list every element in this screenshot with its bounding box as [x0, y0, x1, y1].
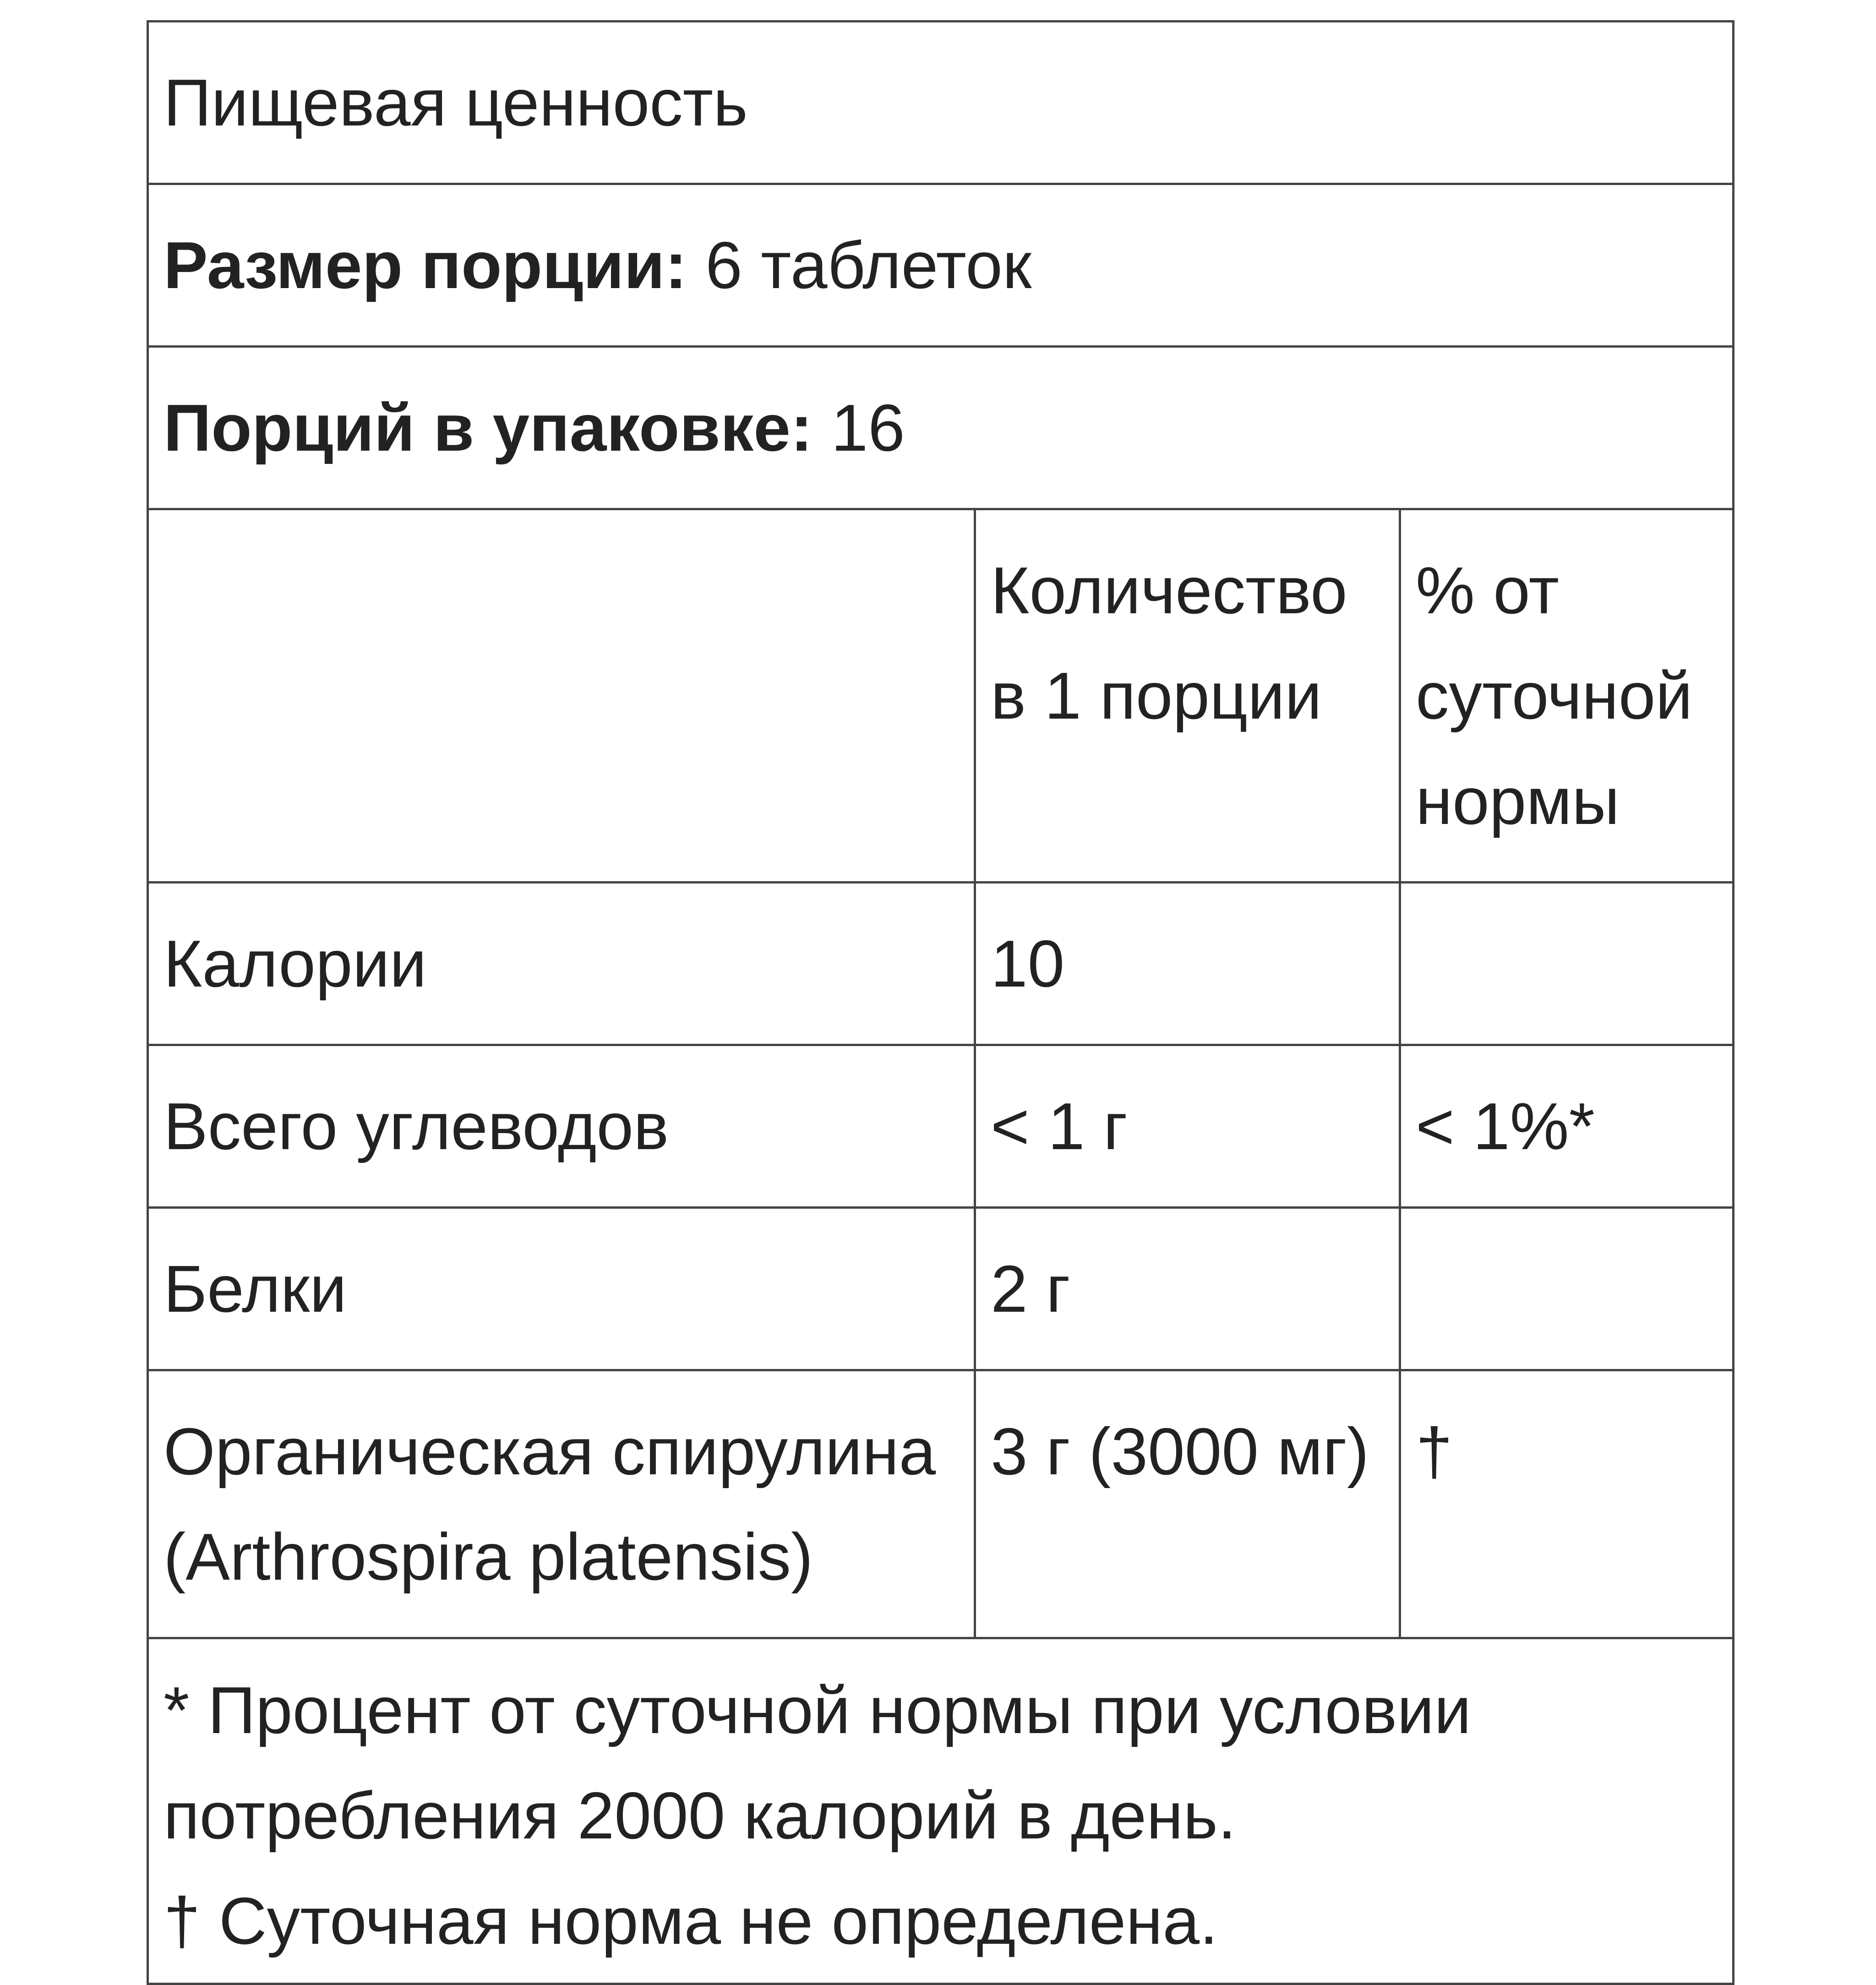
nutrient-amount: 2 г [975, 1208, 1400, 1370]
dv-header-line2: суточной [1416, 659, 1693, 733]
nutrient-amount: 3 г (3000 мг) [975, 1370, 1400, 1638]
nutrient-amount: < 1 г [975, 1045, 1400, 1208]
table-row [148, 1045, 1734, 1208]
dv-header-line3: нормы [1416, 764, 1620, 838]
serving-size-label: Размер порции: [164, 228, 687, 302]
nutrient-daily-value [1400, 883, 1734, 1045]
table-row [148, 1208, 1734, 1370]
table-title: Пищевая ценность [148, 22, 1734, 184]
servings-per-container-label: Порций в упаковке: [164, 391, 813, 465]
empty-header-cell [148, 509, 975, 883]
footnotes [148, 1638, 1734, 1984]
nutrient-amount: 10 [975, 883, 1400, 1045]
serving-size [148, 184, 1734, 347]
nutrient-daily-value: < 1%* [1400, 1045, 1734, 1208]
nutrient-daily-value [1400, 1208, 1734, 1370]
nutrient-name: Органическая спирулина (Arthrospira platensis) [148, 1370, 975, 1638]
servings-per-container [148, 347, 1734, 509]
amount-header-line2: в 1 порции [991, 659, 1322, 733]
servings-per-container-row [148, 347, 1734, 509]
nutrient-name: Всего углеводов [148, 1045, 975, 1208]
nutrient-name: Белки [148, 1208, 975, 1370]
column-header-row [148, 509, 1734, 883]
amount-header-line1: Количество [991, 553, 1347, 627]
servings-per-container-value: 16 [831, 391, 905, 465]
amount-per-serving-header [975, 509, 1400, 883]
dv-header-line1: % от [1416, 553, 1560, 627]
serving-size-row [148, 184, 1734, 347]
serving-size-value: 6 таблеток [705, 228, 1032, 302]
nutrient-name: Калории [148, 883, 975, 1045]
footnotes-row [148, 1638, 1734, 1984]
daily-value-header [1400, 509, 1734, 883]
table-row [148, 1370, 1734, 1638]
nutrient-daily-value: † [1400, 1370, 1734, 1638]
daily-value-footnote: * Процент от суточной нормы при условии потребления 2000 калорий в день. [164, 1673, 1472, 1853]
nutrition-facts-table [147, 20, 1734, 1985]
title-row [148, 22, 1734, 184]
not-established-footnote: † Суточная норма не определена. [164, 1884, 1218, 1958]
table-row [148, 883, 1734, 1045]
